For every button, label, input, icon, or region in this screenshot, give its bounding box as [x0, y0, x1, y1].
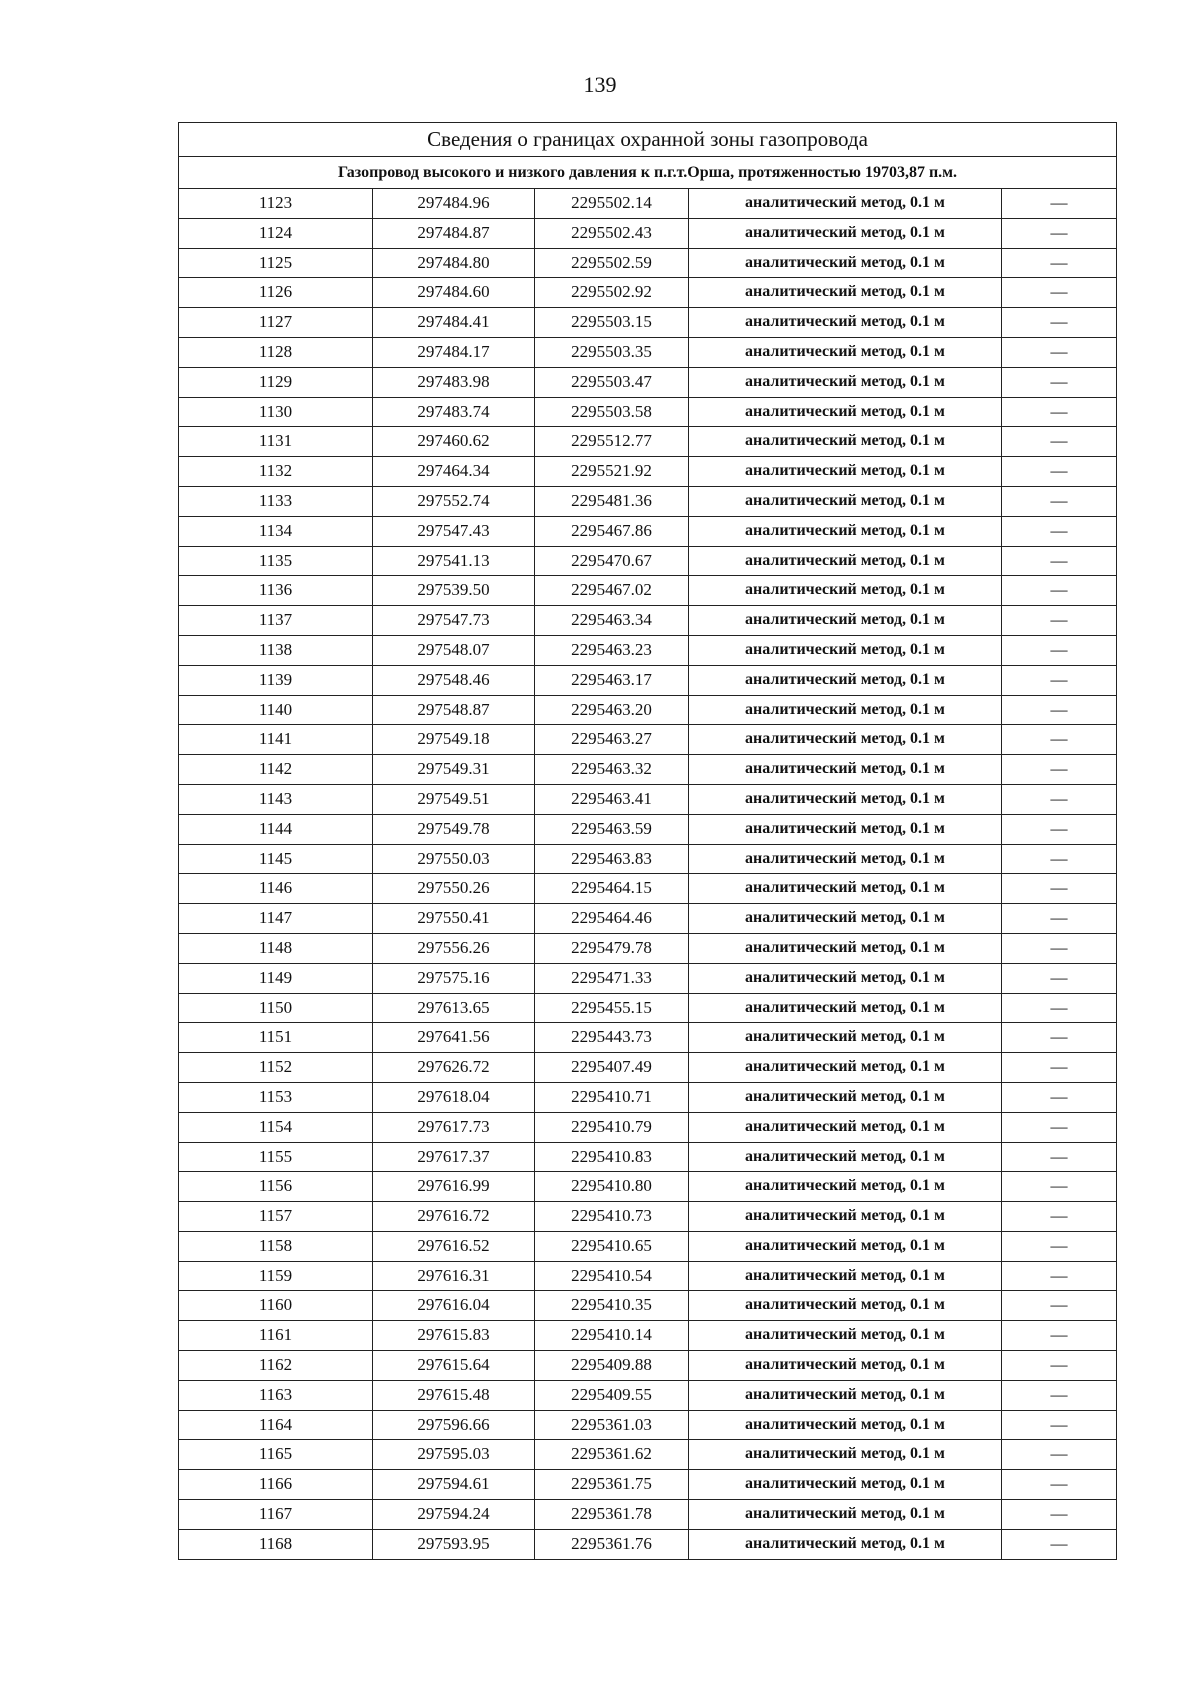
coord-x-cell: 297616.72 — [373, 1202, 535, 1232]
mark-cell: — — [1002, 1291, 1117, 1321]
point-number-cell: 1154 — [179, 1112, 373, 1142]
table-row — [179, 308, 1117, 338]
point-number-cell: 1124 — [179, 218, 373, 248]
method-cell: аналитический метод, 0.1 м — [689, 1351, 1002, 1381]
coord-x-cell: 297548.07 — [373, 635, 535, 665]
point-number-cell: 1151 — [179, 1023, 373, 1053]
coord-y-cell: 2295410.35 — [535, 1291, 689, 1321]
coord-y-cell: 2295407.49 — [535, 1053, 689, 1083]
method-cell: аналитический метод, 0.1 м — [689, 1410, 1002, 1440]
point-number-cell: 1161 — [179, 1321, 373, 1351]
mark-cell: — — [1002, 1440, 1117, 1470]
method-cell: аналитический метод, 0.1 м — [689, 1202, 1002, 1232]
mark-cell: — — [1002, 874, 1117, 904]
coord-y-cell: 2295463.20 — [535, 695, 689, 725]
method-cell: аналитический метод, 0.1 м — [689, 397, 1002, 427]
table-row — [179, 1410, 1117, 1440]
mark-cell: — — [1002, 1023, 1117, 1053]
coord-x-cell: 297550.41 — [373, 904, 535, 934]
point-number-cell: 1133 — [179, 486, 373, 516]
method-cell: аналитический метод, 0.1 м — [689, 1023, 1002, 1053]
point-number-cell: 1137 — [179, 606, 373, 636]
method-cell: аналитический метод, 0.1 м — [689, 1321, 1002, 1351]
point-number-cell: 1144 — [179, 814, 373, 844]
mark-cell: — — [1002, 904, 1117, 934]
table-row — [179, 1261, 1117, 1291]
method-cell: аналитический метод, 0.1 м — [689, 635, 1002, 665]
coord-x-cell: 297616.52 — [373, 1231, 535, 1261]
coord-y-cell: 2295361.03 — [535, 1410, 689, 1440]
coord-y-cell: 2295464.46 — [535, 904, 689, 934]
mark-cell: — — [1002, 993, 1117, 1023]
mark-cell: — — [1002, 606, 1117, 636]
method-cell: аналитический метод, 0.1 м — [689, 993, 1002, 1023]
mark-cell: — — [1002, 1321, 1117, 1351]
table-subtitle-row — [179, 157, 1117, 189]
coord-y-cell: 2295502.14 — [535, 189, 689, 219]
coord-y-cell: 2295521.92 — [535, 457, 689, 487]
method-cell: аналитический метод, 0.1 м — [689, 1440, 1002, 1470]
coord-x-cell: 297549.31 — [373, 755, 535, 785]
table-row — [179, 993, 1117, 1023]
mark-cell: — — [1002, 546, 1117, 576]
coord-x-cell: 297617.37 — [373, 1142, 535, 1172]
table-row — [179, 1023, 1117, 1053]
table-row — [179, 1529, 1117, 1559]
mark-cell: — — [1002, 397, 1117, 427]
mark-cell: — — [1002, 1053, 1117, 1083]
coord-x-cell: 297594.24 — [373, 1500, 535, 1530]
table-row — [179, 337, 1117, 367]
coord-y-cell: 2295463.32 — [535, 755, 689, 785]
coord-x-cell: 297484.41 — [373, 308, 535, 338]
coord-x-cell: 297464.34 — [373, 457, 535, 487]
coord-x-cell: 297556.26 — [373, 933, 535, 963]
table-row — [179, 278, 1117, 308]
table-row — [179, 189, 1117, 219]
mark-cell: — — [1002, 1500, 1117, 1530]
point-number-cell: 1145 — [179, 844, 373, 874]
mark-cell: — — [1002, 189, 1117, 219]
table-title-row — [179, 123, 1117, 157]
table-row — [179, 1053, 1117, 1083]
coord-y-cell: 2295463.34 — [535, 606, 689, 636]
coord-x-cell: 297483.74 — [373, 397, 535, 427]
coord-x-cell: 297593.95 — [373, 1529, 535, 1559]
mark-cell: — — [1002, 337, 1117, 367]
coord-x-cell: 297539.50 — [373, 576, 535, 606]
table-row — [179, 397, 1117, 427]
method-cell: аналитический метод, 0.1 м — [689, 904, 1002, 934]
mark-cell: — — [1002, 814, 1117, 844]
method-cell: аналитический метод, 0.1 м — [689, 1529, 1002, 1559]
method-cell: аналитический метод, 0.1 м — [689, 1291, 1002, 1321]
point-number-cell: 1167 — [179, 1500, 373, 1530]
table-body — [179, 189, 1117, 1560]
mark-cell: — — [1002, 1410, 1117, 1440]
method-cell: аналитический метод, 0.1 м — [689, 695, 1002, 725]
coord-y-cell: 2295502.92 — [535, 278, 689, 308]
table-row — [179, 1321, 1117, 1351]
coord-x-cell: 297547.43 — [373, 516, 535, 546]
point-number-cell: 1146 — [179, 874, 373, 904]
point-number-cell: 1143 — [179, 784, 373, 814]
mark-cell: — — [1002, 725, 1117, 755]
method-cell: аналитический метод, 0.1 м — [689, 725, 1002, 755]
method-cell: аналитический метод, 0.1 м — [689, 1053, 1002, 1083]
mark-cell: — — [1002, 427, 1117, 457]
coord-x-cell: 297484.17 — [373, 337, 535, 367]
method-cell: аналитический метод, 0.1 м — [689, 814, 1002, 844]
point-number-cell: 1128 — [179, 337, 373, 367]
coord-x-cell: 297483.98 — [373, 367, 535, 397]
table-row — [179, 755, 1117, 785]
mark-cell: — — [1002, 635, 1117, 665]
mark-cell: — — [1002, 695, 1117, 725]
coord-y-cell: 2295410.80 — [535, 1172, 689, 1202]
table-row — [179, 486, 1117, 516]
point-number-cell: 1131 — [179, 427, 373, 457]
table-row — [179, 695, 1117, 725]
mark-cell: — — [1002, 963, 1117, 993]
coord-y-cell: 2295361.62 — [535, 1440, 689, 1470]
mark-cell: — — [1002, 784, 1117, 814]
method-cell: аналитический метод, 0.1 м — [689, 367, 1002, 397]
method-cell: аналитический метод, 0.1 м — [689, 546, 1002, 576]
method-cell: аналитический метод, 0.1 м — [689, 1500, 1002, 1530]
mark-cell: — — [1002, 1351, 1117, 1381]
table-row — [179, 606, 1117, 636]
coord-y-cell: 2295410.14 — [535, 1321, 689, 1351]
table-row — [179, 1142, 1117, 1172]
method-cell: аналитический метод, 0.1 м — [689, 278, 1002, 308]
coord-x-cell: 297550.03 — [373, 844, 535, 874]
coord-y-cell: 2295503.47 — [535, 367, 689, 397]
table-row — [179, 248, 1117, 278]
table-title: Сведения о границах охранной зоны газопровода — [179, 123, 1117, 157]
coord-y-cell: 2295512.77 — [535, 427, 689, 457]
table-row — [179, 1231, 1117, 1261]
mark-cell: — — [1002, 1529, 1117, 1559]
method-cell: аналитический метод, 0.1 м — [689, 933, 1002, 963]
coord-x-cell: 297613.65 — [373, 993, 535, 1023]
mark-cell: — — [1002, 516, 1117, 546]
table-row — [179, 1380, 1117, 1410]
method-cell: аналитический метод, 0.1 м — [689, 1231, 1002, 1261]
method-cell: аналитический метод, 0.1 м — [689, 248, 1002, 278]
coord-y-cell: 2295443.73 — [535, 1023, 689, 1053]
method-cell: аналитический метод, 0.1 м — [689, 427, 1002, 457]
point-number-cell: 1142 — [179, 755, 373, 785]
coord-y-cell: 2295463.27 — [535, 725, 689, 755]
coord-y-cell: 2295361.76 — [535, 1529, 689, 1559]
point-number-cell: 1150 — [179, 993, 373, 1023]
table-row — [179, 784, 1117, 814]
point-number-cell: 1158 — [179, 1231, 373, 1261]
coord-x-cell: 297548.87 — [373, 695, 535, 725]
method-cell: аналитический метод, 0.1 м — [689, 189, 1002, 219]
method-cell: аналитический метод, 0.1 м — [689, 486, 1002, 516]
coord-y-cell: 2295479.78 — [535, 933, 689, 963]
coord-y-cell: 2295463.41 — [535, 784, 689, 814]
page-number: 139 — [583, 72, 617, 97]
coord-y-cell: 2295463.17 — [535, 665, 689, 695]
mark-cell: — — [1002, 1261, 1117, 1291]
table-row — [179, 1440, 1117, 1470]
coord-y-cell: 2295410.83 — [535, 1142, 689, 1172]
mark-cell: — — [1002, 457, 1117, 487]
method-cell: аналитический метод, 0.1 м — [689, 784, 1002, 814]
table-row — [179, 904, 1117, 934]
method-cell: аналитический метод, 0.1 м — [689, 337, 1002, 367]
coord-y-cell: 2295502.43 — [535, 218, 689, 248]
method-cell: аналитический метод, 0.1 м — [689, 1470, 1002, 1500]
coord-x-cell: 297547.73 — [373, 606, 535, 636]
point-number-cell: 1162 — [179, 1351, 373, 1381]
coord-y-cell: 2295463.23 — [535, 635, 689, 665]
coord-y-cell: 2295481.36 — [535, 486, 689, 516]
point-number-cell: 1132 — [179, 457, 373, 487]
point-number-cell: 1166 — [179, 1470, 373, 1500]
point-number-cell: 1135 — [179, 546, 373, 576]
point-number-cell: 1164 — [179, 1410, 373, 1440]
coord-x-cell: 297460.62 — [373, 427, 535, 457]
mark-cell: — — [1002, 1082, 1117, 1112]
method-cell: аналитический метод, 0.1 м — [689, 606, 1002, 636]
point-number-cell: 1152 — [179, 1053, 373, 1083]
method-cell: аналитический метод, 0.1 м — [689, 1112, 1002, 1142]
coord-y-cell: 2295503.35 — [535, 337, 689, 367]
mark-cell: — — [1002, 1380, 1117, 1410]
coord-y-cell: 2295464.15 — [535, 874, 689, 904]
method-cell: аналитический метод, 0.1 м — [689, 963, 1002, 993]
table-row — [179, 546, 1117, 576]
method-cell: аналитический метод, 0.1 м — [689, 1142, 1002, 1172]
point-number-cell: 1163 — [179, 1380, 373, 1410]
coord-x-cell: 297484.96 — [373, 189, 535, 219]
point-number-cell: 1153 — [179, 1082, 373, 1112]
mark-cell: — — [1002, 1202, 1117, 1232]
point-number-cell: 1156 — [179, 1172, 373, 1202]
coord-x-cell: 297549.51 — [373, 784, 535, 814]
coord-x-cell: 297484.80 — [373, 248, 535, 278]
coord-x-cell: 297617.73 — [373, 1112, 535, 1142]
method-cell: аналитический метод, 0.1 м — [689, 1172, 1002, 1202]
point-number-cell: 1138 — [179, 635, 373, 665]
point-number-cell: 1129 — [179, 367, 373, 397]
table-row — [179, 933, 1117, 963]
point-number-cell: 1157 — [179, 1202, 373, 1232]
table-row — [179, 1470, 1117, 1500]
coord-y-cell: 2295471.33 — [535, 963, 689, 993]
coord-x-cell: 297548.46 — [373, 665, 535, 695]
mark-cell: — — [1002, 218, 1117, 248]
coord-x-cell: 297596.66 — [373, 1410, 535, 1440]
table-row — [179, 1172, 1117, 1202]
point-number-cell: 1147 — [179, 904, 373, 934]
coord-x-cell: 297641.56 — [373, 1023, 535, 1053]
method-cell: аналитический метод, 0.1 м — [689, 755, 1002, 785]
coord-y-cell: 2295463.83 — [535, 844, 689, 874]
table-row — [179, 1112, 1117, 1142]
point-number-cell: 1165 — [179, 1440, 373, 1470]
boundary-table — [178, 122, 1117, 1560]
table-row — [179, 427, 1117, 457]
mark-cell: — — [1002, 844, 1117, 874]
coord-x-cell: 297616.04 — [373, 1291, 535, 1321]
coord-y-cell: 2295410.71 — [535, 1082, 689, 1112]
method-cell: аналитический метод, 0.1 м — [689, 218, 1002, 248]
table-row — [179, 725, 1117, 755]
coord-x-cell: 297484.87 — [373, 218, 535, 248]
mark-cell: — — [1002, 1470, 1117, 1500]
mark-cell: — — [1002, 1112, 1117, 1142]
coord-y-cell: 2295503.15 — [535, 308, 689, 338]
coord-y-cell: 2295410.54 — [535, 1261, 689, 1291]
point-number-cell: 1130 — [179, 397, 373, 427]
table-row — [179, 665, 1117, 695]
point-number-cell: 1139 — [179, 665, 373, 695]
mark-cell: — — [1002, 1172, 1117, 1202]
coord-x-cell: 297616.31 — [373, 1261, 535, 1291]
method-cell: аналитический метод, 0.1 м — [689, 1380, 1002, 1410]
coord-x-cell: 297618.04 — [373, 1082, 535, 1112]
coord-y-cell: 2295361.78 — [535, 1500, 689, 1530]
table-row — [179, 844, 1117, 874]
point-number-cell: 1159 — [179, 1261, 373, 1291]
coord-x-cell: 297615.64 — [373, 1351, 535, 1381]
point-number-cell: 1125 — [179, 248, 373, 278]
coord-x-cell: 297549.18 — [373, 725, 535, 755]
method-cell: аналитический метод, 0.1 м — [689, 576, 1002, 606]
table-subtitle: Газопровод высокого и низкого давления к п.г.т.Орша, протяженностью 19703,87 п.м. — [179, 157, 1117, 189]
mark-cell: — — [1002, 576, 1117, 606]
method-cell: аналитический метод, 0.1 м — [689, 844, 1002, 874]
point-number-cell: 1148 — [179, 933, 373, 963]
table-row — [179, 1500, 1117, 1530]
coord-y-cell: 2295361.75 — [535, 1470, 689, 1500]
table-row — [179, 874, 1117, 904]
method-cell: аналитический метод, 0.1 м — [689, 1082, 1002, 1112]
point-number-cell: 1134 — [179, 516, 373, 546]
method-cell: аналитический метод, 0.1 м — [689, 308, 1002, 338]
table-row — [179, 1202, 1117, 1232]
point-number-cell: 1155 — [179, 1142, 373, 1172]
table-row — [179, 576, 1117, 606]
mark-cell: — — [1002, 367, 1117, 397]
point-number-cell: 1160 — [179, 1291, 373, 1321]
table-row — [179, 1351, 1117, 1381]
point-number-cell: 1136 — [179, 576, 373, 606]
table-row — [179, 457, 1117, 487]
method-cell: аналитический метод, 0.1 м — [689, 874, 1002, 904]
method-cell: аналитический метод, 0.1 м — [689, 665, 1002, 695]
point-number-cell: 1141 — [179, 725, 373, 755]
coord-y-cell: 2295470.67 — [535, 546, 689, 576]
mark-cell: — — [1002, 665, 1117, 695]
coord-x-cell: 297615.48 — [373, 1380, 535, 1410]
table-row — [179, 1291, 1117, 1321]
point-number-cell: 1127 — [179, 308, 373, 338]
method-cell: аналитический метод, 0.1 м — [689, 457, 1002, 487]
table-row — [179, 367, 1117, 397]
coord-y-cell: 2295409.55 — [535, 1380, 689, 1410]
coord-y-cell: 2295455.15 — [535, 993, 689, 1023]
coord-x-cell: 297484.60 — [373, 278, 535, 308]
coord-x-cell: 297575.16 — [373, 963, 535, 993]
mark-cell: — — [1002, 933, 1117, 963]
mark-cell: — — [1002, 1142, 1117, 1172]
coord-x-cell: 297626.72 — [373, 1053, 535, 1083]
coord-y-cell: 2295410.79 — [535, 1112, 689, 1142]
table-row — [179, 814, 1117, 844]
coord-y-cell: 2295410.73 — [535, 1202, 689, 1232]
coord-x-cell: 297549.78 — [373, 814, 535, 844]
coord-x-cell: 297615.83 — [373, 1321, 535, 1351]
table-row — [179, 218, 1117, 248]
mark-cell: — — [1002, 278, 1117, 308]
point-number-cell: 1126 — [179, 278, 373, 308]
coord-x-cell: 297595.03 — [373, 1440, 535, 1470]
mark-cell: — — [1002, 248, 1117, 278]
coord-y-cell: 2295503.58 — [535, 397, 689, 427]
coord-y-cell: 2295467.86 — [535, 516, 689, 546]
mark-cell: — — [1002, 308, 1117, 338]
mark-cell: — — [1002, 486, 1117, 516]
coord-x-cell: 297541.13 — [373, 546, 535, 576]
coord-x-cell: 297594.61 — [373, 1470, 535, 1500]
coord-x-cell: 297616.99 — [373, 1172, 535, 1202]
coord-y-cell: 2295467.02 — [535, 576, 689, 606]
point-number-cell: 1123 — [179, 189, 373, 219]
method-cell: аналитический метод, 0.1 м — [689, 516, 1002, 546]
table-row — [179, 963, 1117, 993]
coord-y-cell: 2295463.59 — [535, 814, 689, 844]
mark-cell: — — [1002, 755, 1117, 785]
mark-cell: — — [1002, 1231, 1117, 1261]
coord-x-cell: 297550.26 — [373, 874, 535, 904]
coord-y-cell: 2295409.88 — [535, 1351, 689, 1381]
method-cell: аналитический метод, 0.1 м — [689, 1261, 1002, 1291]
point-number-cell: 1168 — [179, 1529, 373, 1559]
coord-x-cell: 297552.74 — [373, 486, 535, 516]
point-number-cell: 1140 — [179, 695, 373, 725]
coord-y-cell: 2295502.59 — [535, 248, 689, 278]
table-row — [179, 516, 1117, 546]
table-row — [179, 1082, 1117, 1112]
coord-y-cell: 2295410.65 — [535, 1231, 689, 1261]
table-row — [179, 635, 1117, 665]
point-number-cell: 1149 — [179, 963, 373, 993]
